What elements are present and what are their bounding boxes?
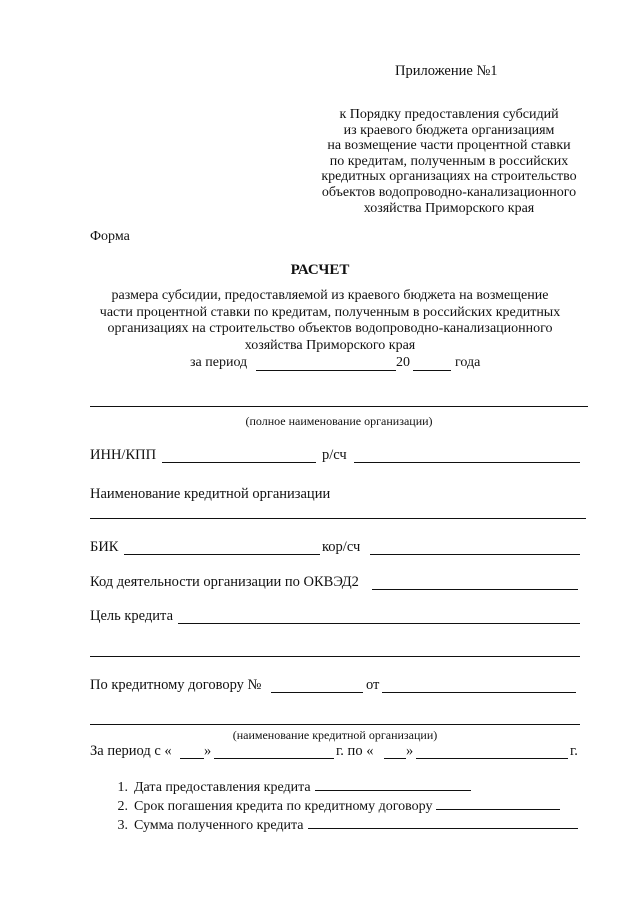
item-number: 3. (117, 818, 128, 833)
description-line: размера субсидии, предоставляемой из краевого бюджета на возмещение (111, 288, 549, 303)
form-label: Форма (90, 229, 130, 244)
period-from-label: За период с « (90, 743, 172, 759)
item-label: Срок погашения кредита по кредитному договору (134, 799, 433, 814)
credit-org-name-field[interactable] (90, 724, 580, 725)
inn-kpp-label: ИНН/КПП (90, 447, 157, 463)
agreement-number-field[interactable] (271, 692, 363, 693)
bik-label: БИК (90, 539, 119, 555)
appendix-label: Приложение №1 (395, 63, 498, 79)
reference-block (306, 107, 592, 216)
agreement-date-field[interactable] (382, 692, 576, 693)
list-item (90, 816, 578, 835)
okved-field[interactable] (372, 589, 578, 590)
period-to-month-field[interactable] (416, 758, 568, 759)
reference-line: кредитных организациях на строительство (321, 169, 577, 185)
credit-purpose-field-2[interactable] (90, 656, 580, 657)
org-name-caption: (полное наименование организации) (245, 414, 433, 428)
description-line: хозяйства Приморского края (244, 337, 416, 353)
item-field[interactable] (308, 827, 578, 829)
period-end-label: г. (570, 743, 578, 759)
period-to-quote: » (406, 743, 414, 759)
credit-org-caption: (наименование кредитной организации) (232, 728, 438, 742)
period-to-label: г. по « (336, 743, 374, 759)
agreement-from-label: от (366, 677, 380, 693)
corr-account-field[interactable] (370, 554, 580, 555)
credit-org-field[interactable] (90, 518, 586, 519)
credit-org-label: Наименование кредитной организации (90, 486, 331, 502)
document-description (80, 288, 580, 354)
org-name-field[interactable] (90, 406, 588, 407)
reference-line: объектов водопроводно-канализационного (321, 184, 577, 200)
item-number: 2. (117, 799, 128, 814)
period-year-blank[interactable] (413, 370, 451, 371)
period-blank[interactable] (256, 370, 396, 371)
bik-field[interactable] (124, 554, 320, 555)
period-from-day-field[interactable] (180, 758, 204, 759)
list-item (90, 778, 578, 797)
description-line: части процентной ставки по кредитам, полученным в российских кредитных (99, 304, 561, 320)
reference-line: по кредитам, полученным в российских (329, 153, 569, 169)
item-field[interactable] (315, 789, 471, 791)
document-title: РАСЧЕТ (290, 262, 350, 278)
period-prefix: за период (190, 355, 248, 370)
period-to-day-field[interactable] (384, 758, 406, 759)
agreement-label: По кредитному договору № (90, 677, 262, 693)
list-item (90, 797, 578, 816)
credit-purpose-label: Цель кредита (90, 608, 174, 624)
item-field[interactable] (436, 808, 560, 810)
inn-kpp-field[interactable] (162, 462, 316, 463)
calculation-items (90, 778, 578, 835)
credit-purpose-field[interactable] (178, 623, 580, 624)
reference-line: на возмещение части процентной ставки (327, 138, 571, 154)
description-line: организациях на строительство объектов водопроводно-канализационного (107, 321, 553, 336)
okved-label: Код деятельности организации по ОКВЭД2 (90, 574, 359, 590)
reference-line: к Порядку предоставления субсидий (339, 107, 559, 122)
item-label: Дата предоставления кредита (134, 780, 311, 795)
reference-line: из краевого бюджета организациям (343, 122, 555, 138)
account-field[interactable] (354, 462, 580, 463)
period-year-prefix: 20 (396, 355, 410, 370)
corr-account-label: кор/сч (322, 539, 361, 555)
period-suffix: года (455, 355, 481, 370)
item-label: Сумма полученного кредита (134, 818, 304, 833)
period-from-quote: » (204, 743, 212, 759)
account-label: р/сч (322, 447, 347, 463)
period-from-month-field[interactable] (214, 758, 334, 759)
reference-line: хозяйства Приморского края (363, 200, 535, 216)
item-number: 1. (117, 780, 128, 795)
